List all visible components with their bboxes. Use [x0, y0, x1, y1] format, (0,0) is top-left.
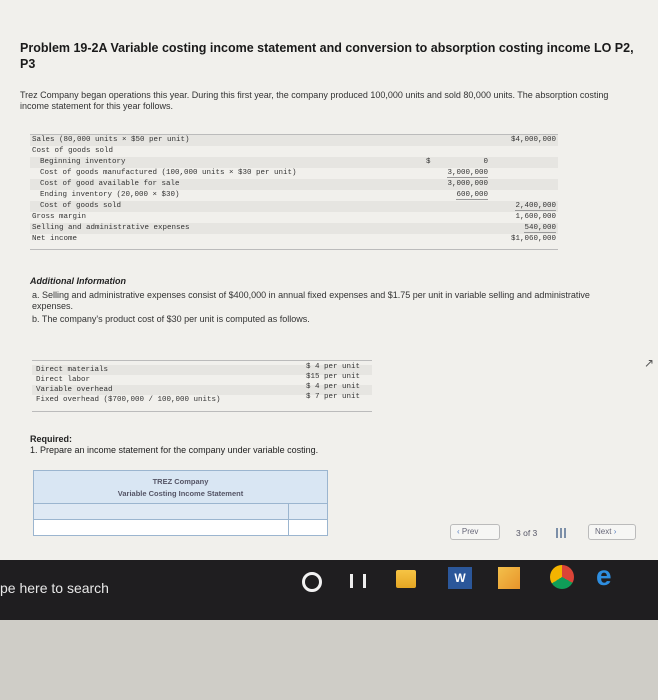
cortana-icon[interactable] — [302, 572, 322, 592]
additional-info-heading: Additional Information — [30, 276, 126, 286]
ending-inventory: 600,000 — [456, 191, 488, 199]
problem-title: Problem 19-2A Variable costing income statement and conversion to absorption costing income LO P2, P3 — [20, 41, 634, 71]
problem-intro: Trez Company began operations this year. During this first year, the company produced 100,000 units and sold 80,000 units. The absorption costing income statement for this year follows. — [20, 90, 609, 111]
gross-margin: 1,600,000 — [515, 213, 556, 221]
statement-label: Ending inventory (20,000 × $30) — [40, 191, 180, 199]
required-item-1: 1. Prepare an income statement for the company under variable costing. — [30, 445, 319, 455]
statement-label: Cost of goods sold — [32, 147, 114, 155]
cost-value: $15 per unit — [306, 373, 361, 381]
statement-label: Cost of goods sold — [40, 202, 122, 210]
taskbar-search[interactable]: pe here to search — [0, 580, 109, 596]
answer-amount-cell[interactable] — [289, 504, 327, 519]
statement-label: Cost of good available for sale — [40, 180, 180, 188]
edge-icon[interactable]: e — [596, 560, 612, 591]
additional-info-list — [32, 290, 632, 325]
prev-label: Prev — [461, 527, 479, 536]
selling-admin-expenses: 540,000 — [524, 224, 556, 232]
answer-row — [33, 504, 328, 520]
net-income: $1,060,000 — [510, 235, 556, 243]
desk-surface — [0, 620, 658, 700]
file-explorer-icon[interactable] — [396, 570, 416, 588]
word-icon[interactable]: W — [448, 567, 472, 589]
info-item-b: b. The company's product cost of $30 per unit is computed as follows. — [32, 314, 310, 324]
cost-available: 3,000,000 — [447, 180, 488, 188]
required-heading: Required: — [30, 434, 73, 444]
absorption-income-statement — [30, 134, 558, 250]
cost-value: $ 4 per unit — [306, 363, 361, 371]
page-indicator: 3 of 3 — [516, 528, 538, 538]
answer-table — [33, 470, 328, 536]
sales-total: $4,000,000 — [510, 136, 556, 144]
dollar-sign: $ — [426, 158, 431, 166]
statement-label: Sales (80,000 units × $50 per unit) — [32, 136, 190, 144]
beginning-inventory: 0 — [483, 158, 488, 166]
next-label: Next — [595, 527, 612, 536]
next-button[interactable] — [588, 524, 636, 540]
required-section — [30, 434, 318, 456]
cost-value: $ 4 per unit — [306, 383, 361, 391]
task-view-icon[interactable] — [350, 574, 366, 588]
answer-label-cell[interactable] — [34, 504, 289, 519]
answer-amount-cell[interactable] — [289, 520, 327, 535]
statement-label: Gross margin — [32, 213, 87, 221]
chevron-right-icon: › — [613, 527, 617, 536]
statement-label: Beginning inventory — [40, 158, 126, 166]
cost-value: $ 7 per unit — [306, 393, 361, 401]
cost-label: Direct materials — [36, 366, 109, 374]
cost-label: Direct labor — [36, 376, 91, 384]
statement-label: Selling and administrative expenses — [32, 224, 190, 232]
answer-subtitle: Variable Costing Income Statement — [117, 489, 244, 498]
product-cost-table — [32, 360, 372, 412]
chevron-left-icon: ‹ — [457, 527, 460, 536]
statement-label: Cost of goods manufactured (100,000 units × $30 per unit) — [40, 169, 297, 177]
answer-row — [33, 520, 328, 536]
statement-label: Net income — [32, 235, 78, 243]
answer-company: TREZ Company — [152, 477, 209, 486]
grid-icon[interactable] — [556, 528, 568, 538]
cogs-total: 2,400,000 — [515, 202, 556, 210]
chrome-icon[interactable] — [550, 565, 574, 589]
cost-label: Fixed overhead ($700,000 / 100,000 units) — [36, 396, 221, 404]
photos-icon[interactable] — [498, 567, 520, 589]
cost-label: Variable overhead — [36, 386, 113, 394]
info-item-a: a. Selling and administrative expenses consist of $400,000 in annual fixed expenses and $1.75 per unit in variable selling and administrative expenses. — [32, 290, 590, 311]
answer-label-cell[interactable] — [34, 520, 289, 535]
mouse-cursor-icon: ↗ — [644, 356, 655, 370]
prev-button[interactable] — [450, 524, 500, 540]
cost-manufactured: 3,000,000 — [447, 169, 488, 177]
answer-header — [33, 470, 328, 504]
